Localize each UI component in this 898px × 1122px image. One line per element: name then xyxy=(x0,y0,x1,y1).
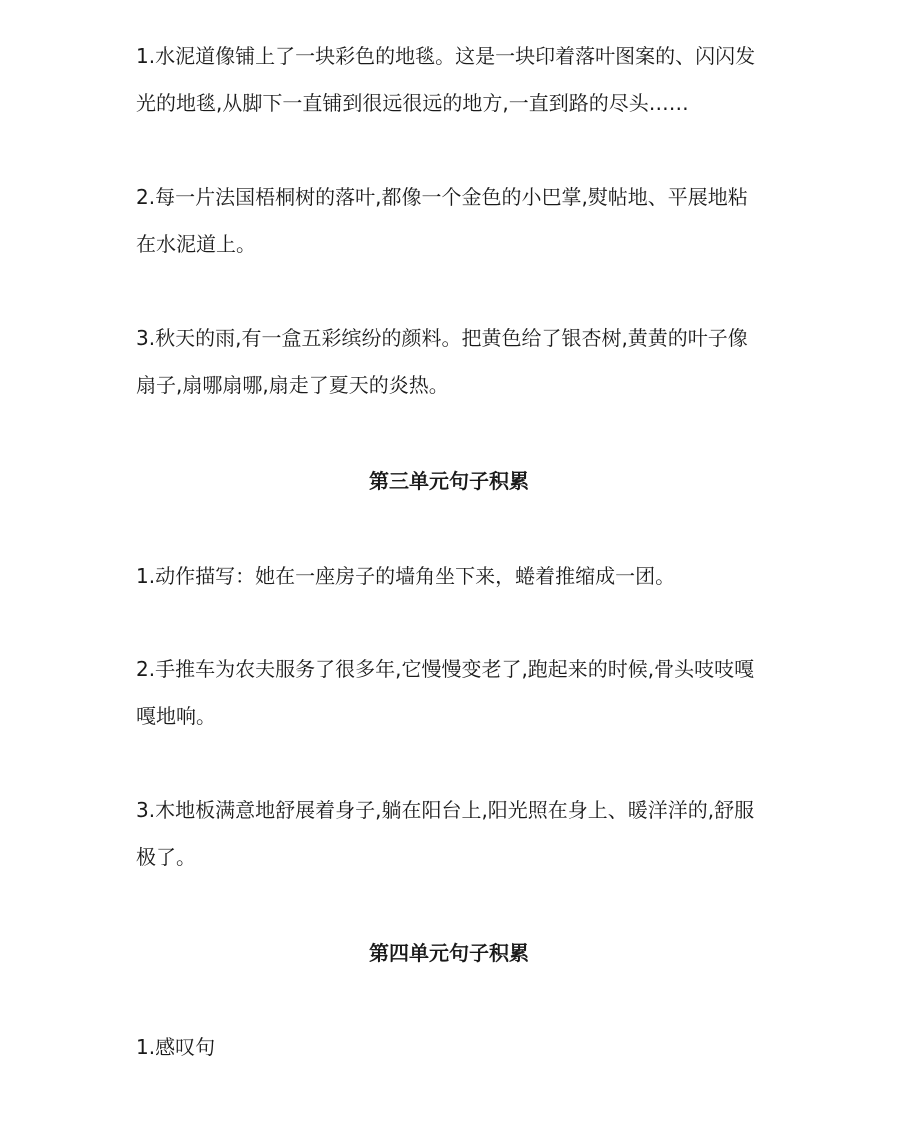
unit3-heading: 第三单元句子积累 xyxy=(369,469,529,493)
unit4-sentence-1: 1.感叹句 xyxy=(136,1035,216,1059)
unit2-sentence-3: 3.秋天的雨,有一盒五彩缤纷的颜料。把黄色给了银杏树,黄黄的叶子像扇子,扇哪扇哪,扇走了夏天的炎热。 xyxy=(136,326,748,397)
unit3-sentence-2: 2.手推车为农夫服务了很多年,它慢慢变老了,跑起来的时候,骨头吱吱嘎嘎地响。 xyxy=(136,657,755,728)
unit3-sentence-1: 1.动作描写：她在一座房子的墙角坐下来，蜷着推缩成一团。 xyxy=(136,564,676,588)
unit3-sentence-3: 3.木地板满意地舒展着身子,躺在阳台上,阳光照在身上、暖洋洋的,舒服极了。 xyxy=(136,798,755,869)
unit4-heading: 第四单元句子积累 xyxy=(369,941,529,965)
unit2-sentence-1: 1.水泥道像铺上了一块彩色的地毯。这是一块印着落叶图案的、闪闪发光的地毯,从脚下一直铺到很远很远的地方,一直到路的尽头…… xyxy=(136,44,756,115)
unit2-sentence-2: 2.每一片法国梧桐树的落叶,都像一个金色的小巴掌,熨帖地、平展地粘在水泥道上。 xyxy=(136,185,748,256)
